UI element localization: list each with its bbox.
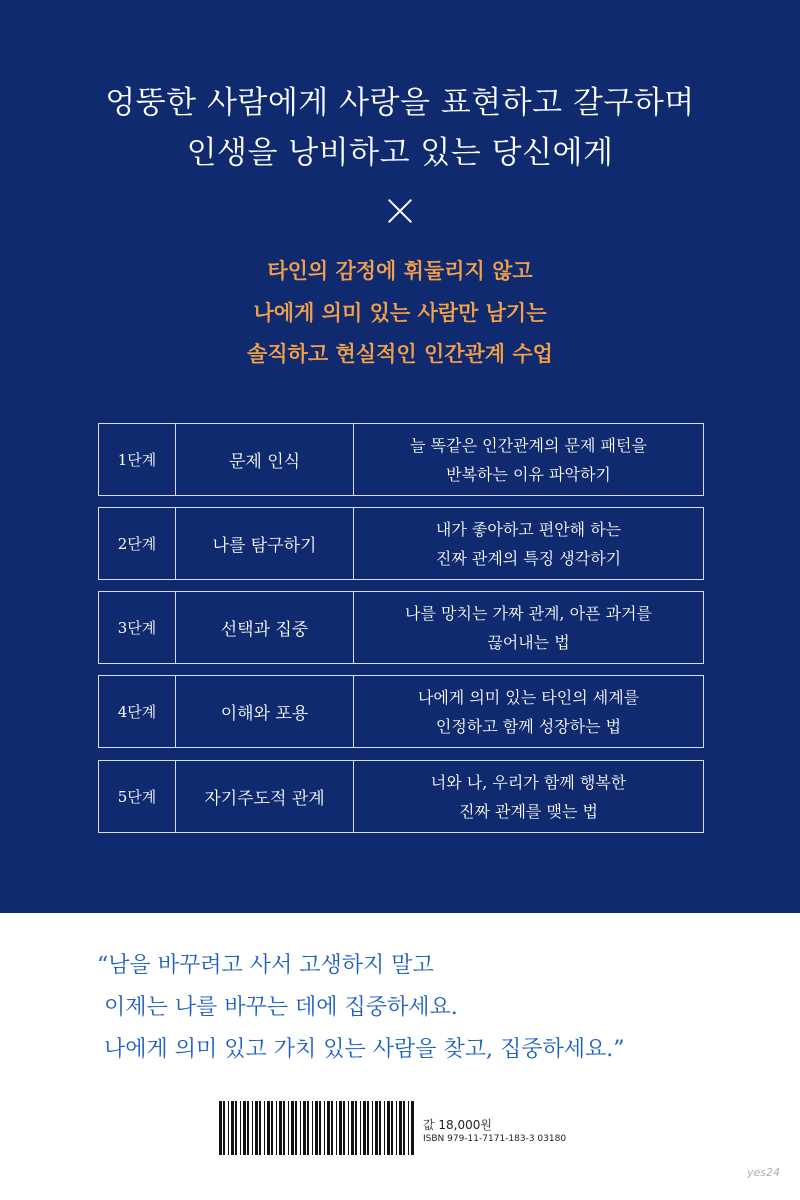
step-description (354, 424, 703, 495)
barcode-bar (240, 1101, 241, 1155)
barcode-bar (315, 1101, 318, 1155)
step-row-2 (98, 507, 704, 580)
barcode-bar (399, 1101, 402, 1155)
barcode-bar (303, 1101, 306, 1155)
barcode-bar (403, 1101, 405, 1155)
headline-line-2: 인생을 낭비하고 있는 당신에게 (186, 135, 614, 171)
step-description-line: 끊어내는 법 (487, 632, 570, 652)
barcode-bar (255, 1101, 258, 1155)
cross-divider-icon (388, 199, 412, 223)
barcode-bar (411, 1101, 414, 1155)
barcode-bar (336, 1101, 337, 1155)
step-stage: 2단계 (99, 508, 176, 579)
step-row-3 (98, 591, 704, 664)
barcode-bar (295, 1101, 297, 1155)
step-description (354, 761, 703, 832)
barcode-bar (271, 1101, 273, 1155)
step-description-line: 진짜 관계를 맺는 법 (459, 801, 598, 821)
step-description-line: 반복하는 이유 파악하기 (446, 464, 611, 484)
barcode-bar (387, 1101, 390, 1155)
subtitle-line-2: 나에게 의미 있는 사람만 남기는 (253, 301, 547, 325)
step-description-line: 나를 망치는 가짜 관계, 아픈 과거를 (405, 603, 652, 623)
barcode-bar (307, 1101, 309, 1155)
barcode-bar (312, 1101, 313, 1155)
barcode-bar (264, 1101, 265, 1155)
barcode-bar (375, 1101, 378, 1155)
step-stage: 4단계 (99, 676, 176, 747)
step-description-line: 인정하고 함께 성장하는 법 (435, 716, 622, 736)
step-title: 이해와 포용 (176, 676, 354, 747)
step-description-line: 너와 나, 우리가 함께 행복한 (430, 772, 627, 792)
step-title: 선택과 집중 (176, 592, 354, 663)
barcode-bar (360, 1101, 361, 1155)
barcode-bar (396, 1101, 397, 1155)
barcode-bar (247, 1101, 249, 1155)
step-stage: 5단계 (99, 761, 176, 832)
barcode-bar (319, 1101, 321, 1155)
barcode-bar (348, 1101, 349, 1155)
barcode-bar (267, 1101, 270, 1155)
barcode-bar (231, 1101, 234, 1155)
barcode-bar (235, 1101, 237, 1155)
quote-line-1: “남을 바꾸려고 사서 고생하지 말고 (97, 953, 434, 978)
barcode-bar (259, 1101, 261, 1155)
step-description (354, 508, 703, 579)
barcode-bar (300, 1101, 301, 1155)
step-stage: 3단계 (99, 592, 176, 663)
barcode-bar (331, 1101, 333, 1155)
barcode-bar (372, 1101, 373, 1155)
barcode-bar (252, 1101, 253, 1155)
step-description-line: 내가 좋아하고 편안해 하는 (435, 519, 622, 539)
barcode-bar (324, 1101, 325, 1155)
barcode-bar (339, 1101, 342, 1155)
step-description (354, 592, 703, 663)
barcode-bar (283, 1101, 285, 1155)
barcode-bar (355, 1101, 357, 1155)
subtitle-line-1: 타인의 감정에 휘둘리지 않고 (267, 259, 533, 283)
step-title: 나를 탐구하기 (176, 508, 354, 579)
step-description-line: 나에게 의미 있는 타인의 세계를 (417, 687, 640, 707)
headline-line-1: 엉뚱한 사람에게 사랑을 표현하고 갈구하며 (105, 85, 695, 121)
barcode-bar (408, 1101, 409, 1155)
watermark: yes24 (747, 1166, 781, 1179)
step-title: 문제 인식 (176, 424, 354, 495)
barcode-bar (279, 1101, 282, 1155)
step-row-4 (98, 675, 704, 748)
barcode-bar (223, 1101, 225, 1155)
step-stage: 1단계 (99, 424, 176, 495)
barcode-image (217, 1099, 415, 1157)
barcode-bar (363, 1101, 366, 1155)
quote-line-2: 이제는 나를 바꾸는 데에 집중하세요. (104, 995, 458, 1020)
barcode-bar (219, 1101, 222, 1155)
barcode-bar (243, 1101, 246, 1155)
barcode-bar (391, 1101, 393, 1155)
barcode-bar (291, 1101, 294, 1155)
step-description-line: 늘 똑같은 인간관계의 문제 패턴을 (410, 435, 647, 455)
barcode-bar (384, 1101, 385, 1155)
barcode-bar (327, 1101, 330, 1155)
quote-line-3: 나에게 의미 있고 가치 있는 사람을 찾고, 집중하세요.” (104, 1037, 625, 1062)
isbn-label: ISBN 979-11-7171-183-3 03180 (423, 1134, 567, 1144)
subtitle-line-3: 솔직하고 현실적인 인간관계 수업 (247, 342, 553, 366)
barcode-bar (228, 1101, 229, 1155)
step-description-line: 진짜 관계의 특징 생각하기 (435, 548, 622, 568)
barcode-bar (351, 1101, 354, 1155)
barcode-bar (343, 1101, 345, 1155)
step-row-5 (98, 760, 704, 833)
barcode-bar (379, 1101, 381, 1155)
barcode-bar (276, 1101, 277, 1155)
barcode-bar (288, 1101, 289, 1155)
step-description (354, 676, 703, 747)
barcode-bar (367, 1101, 369, 1155)
price-label: 값 18,000원 (423, 1118, 492, 1132)
step-title: 자기주도적 관계 (176, 761, 354, 832)
step-row-1 (98, 423, 704, 496)
